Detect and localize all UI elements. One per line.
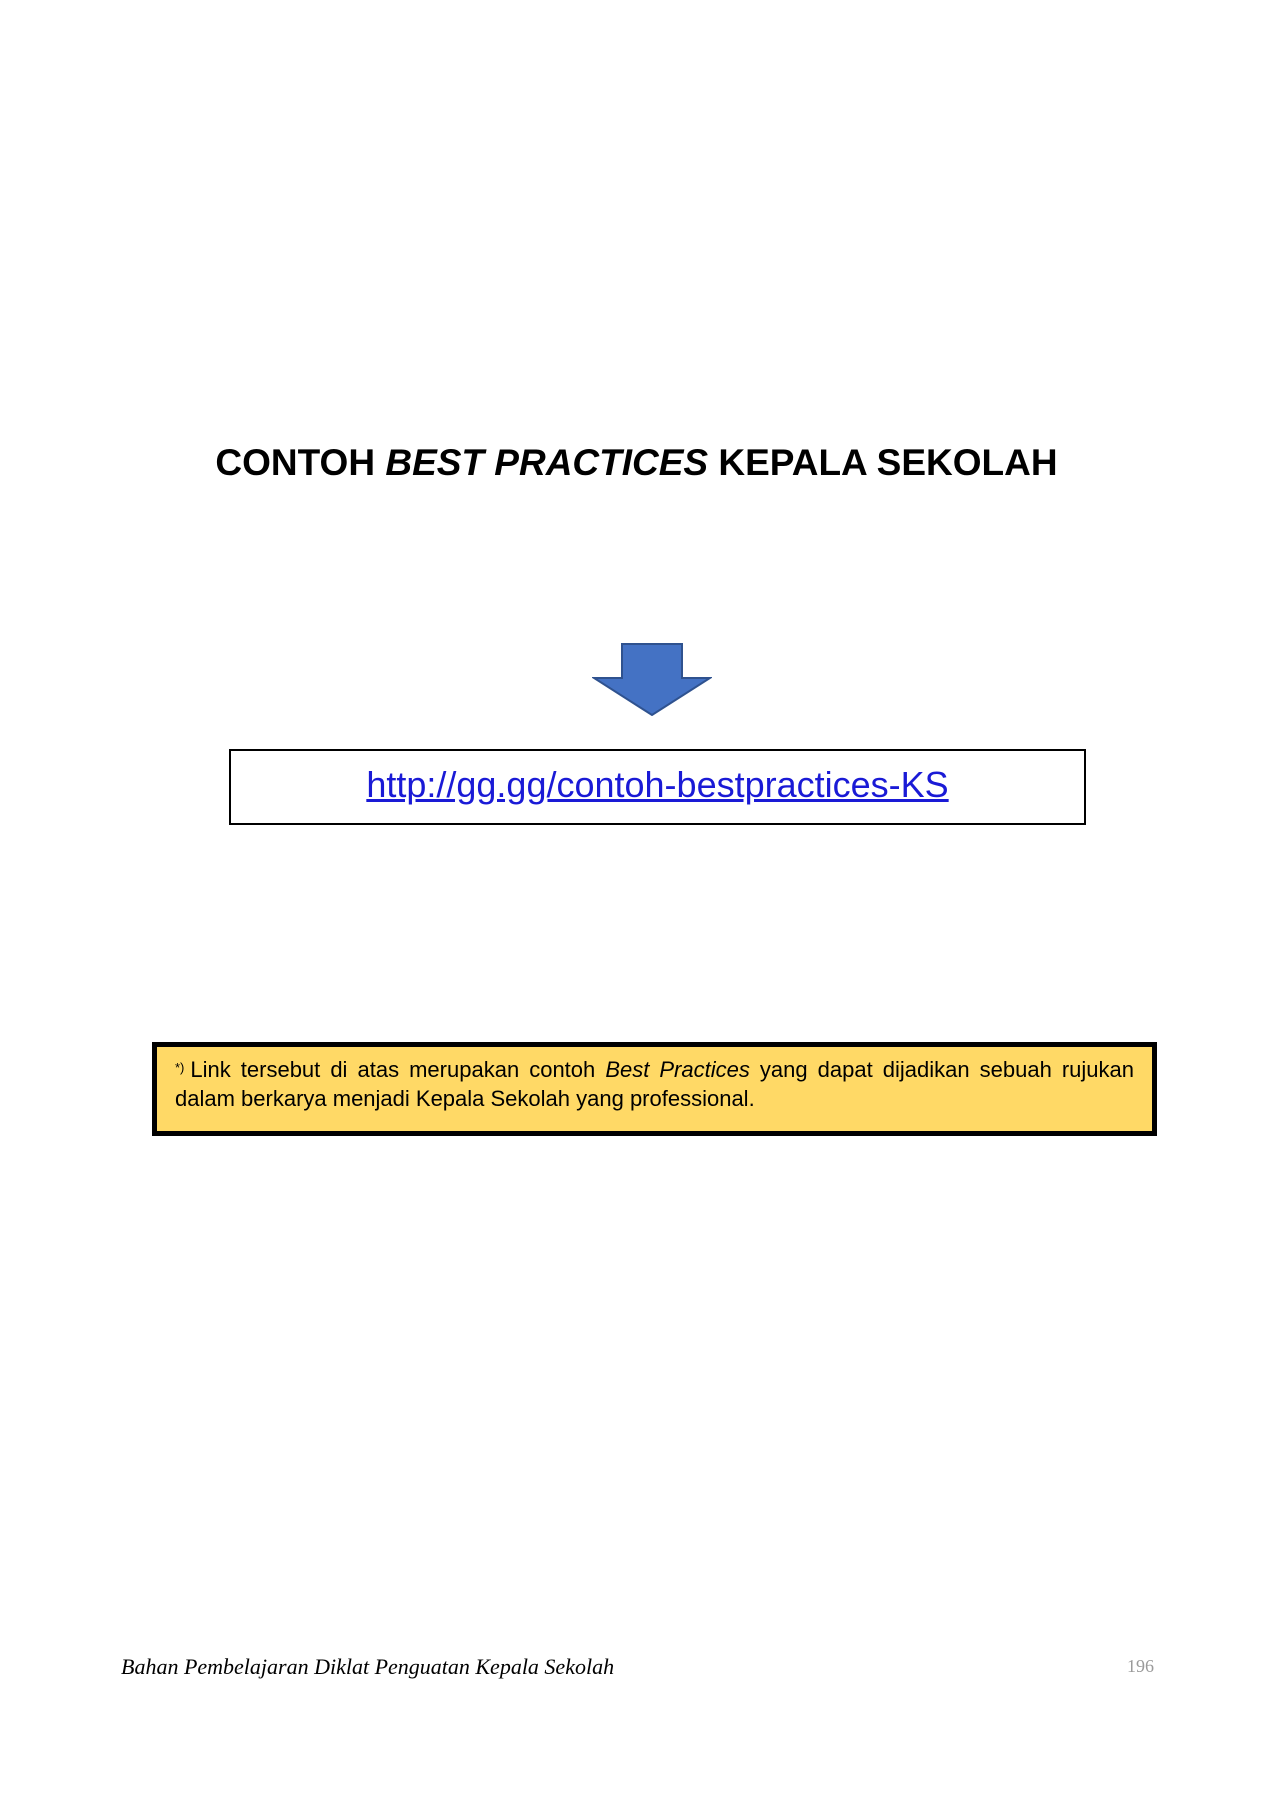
best-practices-link[interactable]: http://gg.gg/contoh-bestpractices-KS bbox=[366, 764, 949, 805]
note-text-italic: Best Practices bbox=[605, 1057, 750, 1082]
page-number: 196 bbox=[1127, 1656, 1154, 1676]
title-part-3: KEPALA SEKOLAH bbox=[708, 442, 1058, 483]
footer-text: Bahan Pembelajaran Diklat Penguatan Kepala Sekolah bbox=[121, 1654, 615, 1679]
title-part-1: CONTOH bbox=[215, 442, 386, 483]
note-text-after: yang dapat dijadikan sebuah rujukan dalam berkarya menjadi Kepala Sekolah yang professional. bbox=[175, 1057, 1134, 1111]
note-text-before: Link tersebut di atas merupakan contoh bbox=[190, 1057, 606, 1082]
note-box bbox=[152, 1042, 1157, 1136]
note-marker: *) bbox=[175, 1060, 185, 1075]
link-box bbox=[229, 749, 1086, 825]
down-arrow-icon bbox=[592, 643, 712, 716]
title-italic-part: BEST PRACTICES bbox=[385, 442, 709, 483]
page-title bbox=[0, 441, 1273, 485]
